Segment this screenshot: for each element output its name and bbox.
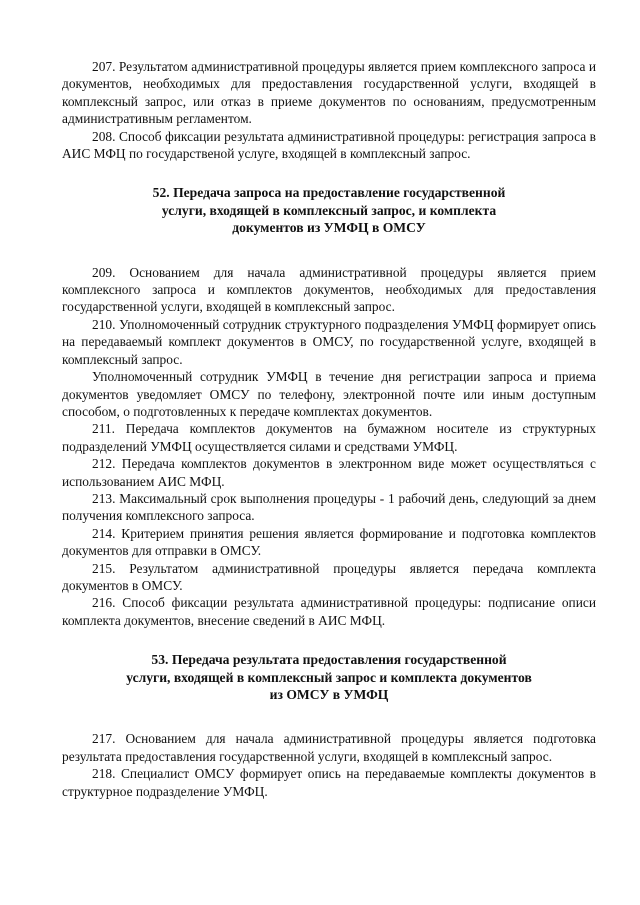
paragraph-text: Критерием принятия решения является формирование и подготовка комплектов документов для отправки в ОМСУ. [62, 525, 596, 559]
paragraph-number: 211. [92, 421, 115, 437]
paragraph-215 [62, 560, 596, 595]
paragraph-text: Максимальный срок выполнения процедуры - 1 рабочий день, следующий за днем получения комплексного запроса. [62, 490, 596, 524]
paragraph-number: 218. [92, 766, 116, 782]
paragraph-number: 208. [92, 128, 116, 144]
heading-line: документов из УМФЦ в ОМСУ [232, 220, 426, 236]
heading-line: 53. Передача результата предоставления государственной [151, 652, 507, 668]
paragraph-213 [62, 490, 596, 525]
heading-line: услуги, входящей в комплексный запрос, и комплекта [161, 202, 497, 218]
paragraph-number: 215. [92, 560, 116, 576]
paragraph-number: 207. [92, 59, 116, 74]
paragraph-211 [62, 420, 596, 455]
paragraph-210 [62, 316, 596, 368]
paragraph-number: 213. [92, 490, 116, 506]
paragraph-text: Результатом административной процедуры является прием комплексного запроса и документов, необходимых для предоставления государственной услуги, входящей в комплексный запрос, или отказ в приеме документов по основаниям, предусмотренным административным регламентом. [62, 59, 596, 127]
paragraph-number: 214. [92, 525, 116, 541]
paragraph-number: 210. [92, 316, 116, 332]
paragraph-text: Основанием для начала административной процедуры является прием комплексного запроса и комплектов документов, необходимых для предоставления государственной услуги, входящей в комплексный запрос. [62, 264, 596, 315]
paragraph-216 [62, 594, 596, 629]
paragraph-text: Передача комплектов документов в электронном виде может осуществляться с использованием АИС МФЦ. [62, 456, 596, 489]
paragraph-text: Способ фиксации результата административной процедуры: регистрация запроса в АИС МФЦ по государственой услуге, входящей в комплексный запрос. [62, 128, 596, 162]
paragraph-208 [62, 128, 596, 163]
paragraph-212 [62, 455, 596, 490]
paragraph-text: Способ фиксации результата административной процедуры: подписание описи комплекта документов, внесение сведений в АИС МФЦ. [62, 595, 596, 628]
heading-line: услуги, входящей в комплексный запрос и комплекта документов [126, 669, 532, 685]
paragraph-text: Специалист ОМСУ формирует опись на передаваемые комплекты документов в структурное подразделение УМФЦ. [62, 766, 596, 799]
paragraph-209 [62, 264, 596, 316]
paragraph-text: Результатом административной процедуры является передача комплекта документов в ОМСУ. [62, 560, 596, 593]
heading-line: из ОМСУ в УМФЦ [269, 687, 389, 702]
paragraph-217 [62, 730, 596, 765]
paragraph-214 [62, 525, 596, 560]
paragraph-218 [62, 765, 596, 800]
paragraph-210-continued [62, 368, 596, 420]
heading-line: 52. Передача запроса на предоставление государственной [152, 185, 506, 201]
section-53-heading [62, 651, 596, 703]
section-52-heading [62, 184, 596, 236]
paragraph-number: 209. [92, 264, 116, 280]
paragraph-text: Основанием для начала административной процедуры является подготовка результата предоставления государственной услуги, входящей в комплексный запрос. [62, 731, 596, 764]
paragraph-207 [62, 58, 596, 128]
paragraph-number: 216. [92, 595, 116, 611]
paragraph-text: Уполномоченный сотрудник структурного подразделения УМФЦ формирует опись на передаваемый комплект документов в ОМСУ, по государственной услуге, входящей в комплексный запрос. [62, 316, 596, 367]
document-page [62, 58, 596, 800]
paragraph-text: Уполномоченный сотрудник УМФЦ в течение дня регистрации запроса и приема документов уведомляет ОМСУ по телефону, электронной почте или иным доступным способом, о подготовленных к передаче комплектах документов. [62, 369, 596, 419]
paragraph-number: 217. [92, 731, 116, 747]
paragraph-text: Передача комплектов документов на бумажном носителе из структурных подразделений УМФЦ осуществляется силами и средствами УМФЦ. [62, 421, 596, 454]
paragraph-number: 212. [92, 456, 116, 472]
